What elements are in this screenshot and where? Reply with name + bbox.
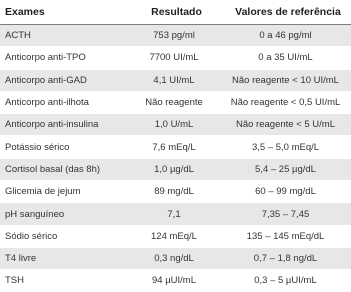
table-body	[0, 25, 351, 292]
exam-reference: Não reagente < 5 U/mL	[220, 114, 351, 136]
exam-result: 94 µUI/mL	[128, 270, 220, 292]
exam-name: T4 livre	[0, 247, 128, 269]
exam-reference: Não reagente < 10 UI/mL	[220, 69, 351, 91]
exam-result: 1,0 U/mL	[128, 114, 220, 136]
table-row	[0, 25, 351, 47]
exam-reference: 0,3 – 5 µUI/mL	[220, 270, 351, 292]
exam-reference: 135 – 145 mEq/dL	[220, 225, 351, 247]
header-exames: Exames	[0, 0, 128, 25]
exam-reference: 0 a 46 pg/ml	[220, 25, 351, 47]
exam-reference: 0,7 – 1,8 ng/dL	[220, 247, 351, 269]
table-row	[0, 69, 351, 91]
exam-name: Anticorpo anti-insulina	[0, 114, 128, 136]
table-row	[0, 181, 351, 203]
exam-name: Sódio sérico	[0, 225, 128, 247]
exam-result: 4,1 UI/mL	[128, 69, 220, 91]
exam-result: 124 mEq/L	[128, 225, 220, 247]
exam-result: 1,0 µg/dL	[128, 158, 220, 180]
table-header	[0, 0, 351, 25]
exam-name: ACTH	[0, 25, 128, 47]
table-row	[0, 225, 351, 247]
table-row	[0, 270, 351, 292]
exam-reference: 60 – 99 mg/dL	[220, 181, 351, 203]
exam-reference: Não reagente < 0,5 UI/mL	[220, 91, 351, 113]
table-row	[0, 136, 351, 158]
exam-name: Glicemia de jejum	[0, 181, 128, 203]
exam-result: 0,3 ng/dL	[128, 247, 220, 269]
exam-name: Potássio sérico	[0, 136, 128, 158]
exam-name: TSH	[0, 270, 128, 292]
exam-name: Anticorpo anti-GAD	[0, 69, 128, 91]
header-row	[0, 0, 351, 25]
table-row	[0, 158, 351, 180]
exam-reference: 7,35 – 7,45	[220, 203, 351, 225]
exam-result: 7,1	[128, 203, 220, 225]
exam-name: pH sanguíneo	[0, 203, 128, 225]
exam-name: Anticorpo anti-TPO	[0, 47, 128, 69]
header-valores-referencia: Valores de referência	[220, 0, 351, 25]
exam-reference: 5,4 – 25 µg/dL	[220, 158, 351, 180]
exam-reference: 3,5 – 5,0 mEq/L	[220, 136, 351, 158]
table-row	[0, 114, 351, 136]
table-row	[0, 247, 351, 269]
header-resultado: Resultado	[128, 0, 220, 25]
exam-name: Cortisol basal (das 8h)	[0, 158, 128, 180]
exam-name: Anticorpo anti-ilhota	[0, 91, 128, 113]
exam-result: 89 mg/dL	[128, 181, 220, 203]
exam-result: Não reagente	[128, 91, 220, 113]
exam-reference: 0 a 35 UI/mL	[220, 47, 351, 69]
table-row	[0, 91, 351, 113]
table-row	[0, 47, 351, 69]
exam-result: 7,6 mEq/L	[128, 136, 220, 158]
exam-result: 753 pg/ml	[128, 25, 220, 47]
exam-result: 7700 UI/mL	[128, 47, 220, 69]
table-row	[0, 203, 351, 225]
